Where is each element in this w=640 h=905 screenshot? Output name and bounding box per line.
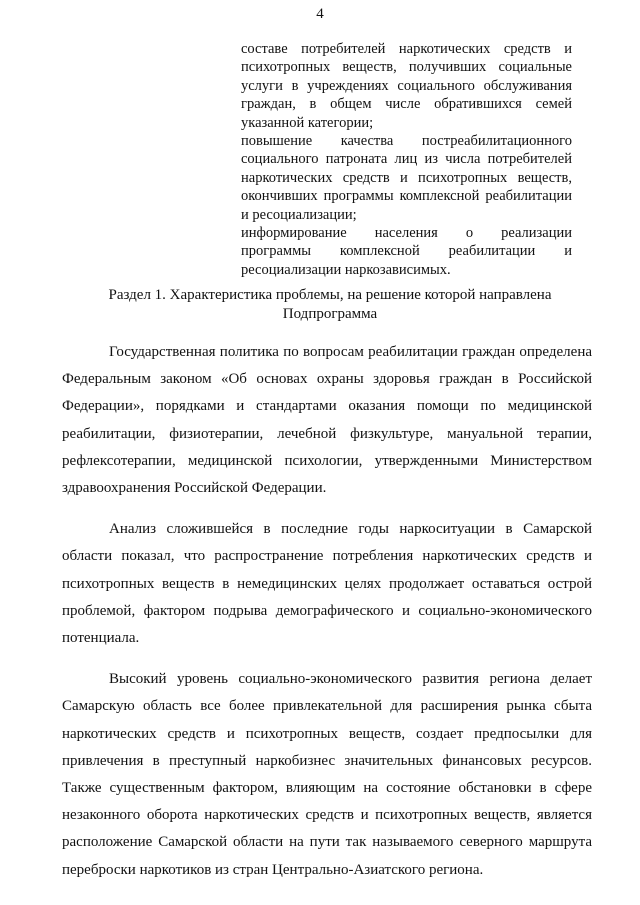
paragraph: Государственная политика по вопросам реабилитации граждан определена Федеральным законом «Об основах охраны здоровья граждан в Российской Федерации», порядками и стандартами оказания помощи по медицинской реабилитации, физиотерапии, лечебной физкультуре, мануальной терапии, рефлексотерапии, медицинской психологии, утвержденными Министерством здравоохранения Российской Федерации. <box>62 344 592 497</box>
section-heading <box>60 286 600 324</box>
list-item: составе потребителей наркотических средств и психотропных веществ, получивших социальные услуги в учреждениях социального обслуживания граждан, в общем числе обратившихся семей указанной категории; <box>241 41 572 131</box>
goals-list <box>241 40 572 279</box>
page-number: 4 <box>316 6 324 22</box>
list-item: информирование населения о реализации программы комплексной реабилитации и ресоциализации наркозависимых. <box>241 225 572 278</box>
paragraph: Анализ сложившейся в последние годы наркоситуации в Самарской области показал, что распространение потребления наркотических средств и психотропных веществ в немедицинских целях продолжает оставаться острой проблемой, фактором подрыва демографического и социально-экономического потенциала. <box>62 521 592 647</box>
body-text <box>62 339 592 884</box>
paragraph: Высокий уровень социально-экономического развития региона делает Самарскую область все более привлекательной для расширения рынка сбыта наркотических средств и психотропных веществ, создает предпосылки для привлечения в преступный наркобизнес значительных финансовых ресурсов. Также существенным фактором, влияющим на состояние обстановки в сфере незаконного оборота наркотических средств и психотропных веществ, является расположение Самарской области на пути так называемого северного маршрута переброски наркотиков из стран Центрально-Азиатского региона. <box>62 671 592 878</box>
section-heading-line-2: Подпрограмма <box>282 306 378 322</box>
list-item: повышение качества постреабилитационного социального патроната лиц из числа потребителей наркотических средств и психотропных веществ, окончивших программы комплексной реабилитации и ресоциализации; <box>241 133 572 223</box>
section-heading-line-1: Раздел 1. Характеристика проблемы, на решение которой направлена <box>108 287 552 303</box>
